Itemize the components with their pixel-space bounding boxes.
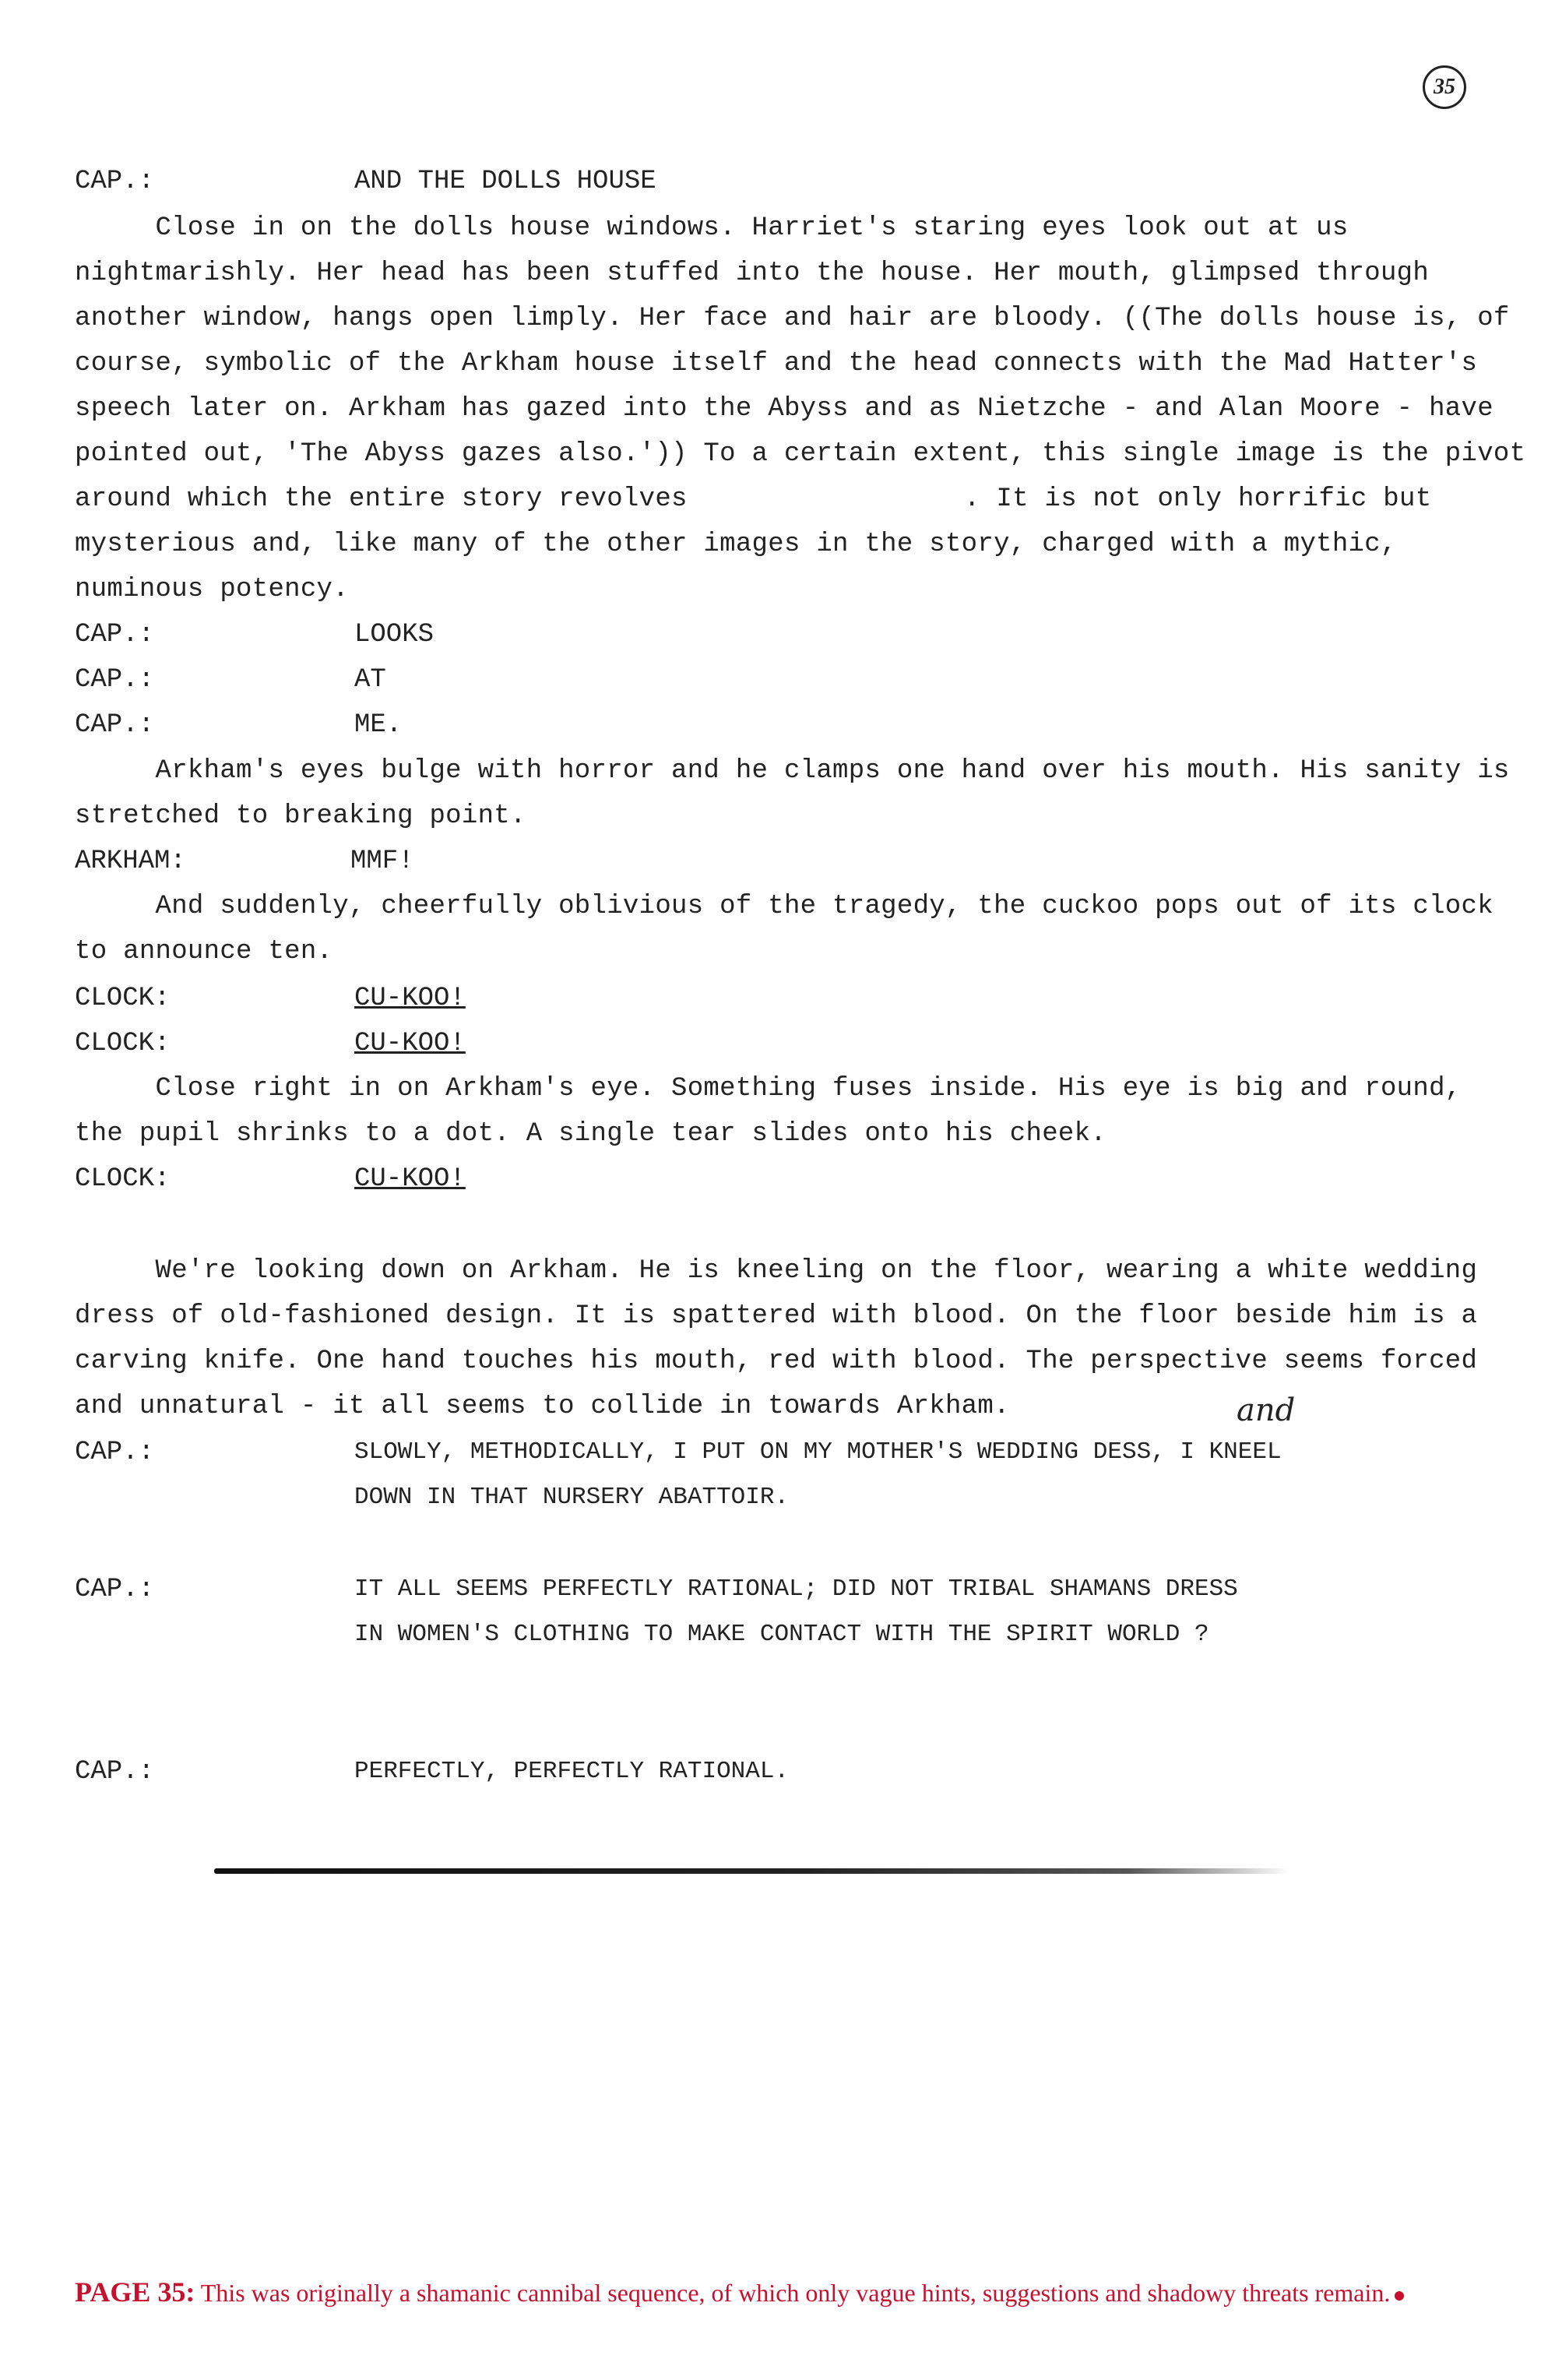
paragraph-line: Close in on the dolls house windows. Harriet's staring eyes look out at us <box>75 213 1349 243</box>
paragraph-line: the pupil shrinks to a dot. A single tear slides onto his cheek. <box>75 1119 1107 1149</box>
paragraph-line: nightmarishly. Her head has been stuffed into the house. Her mouth, glimpsed through <box>75 259 1430 288</box>
footer-note <box>75 2276 1404 2308</box>
paragraph-line: stretched to breaking point. <box>75 801 526 831</box>
cap-label: CAP.: <box>75 620 155 650</box>
cap-text: PERFECTLY, PERFECTLY RATIONAL. <box>354 1758 790 1785</box>
clock-text: CU-KOO! <box>354 1029 466 1058</box>
cap-text: ME. <box>354 710 403 740</box>
paragraph-line: another window, hangs open limply. Her face and hair are bloody. ((The dolls house is, of <box>75 304 1510 333</box>
divider-rule <box>214 1868 1289 1874</box>
clock-label: CLOCK: <box>75 1164 171 1194</box>
cap-text: AND THE DOLLS HOUSE <box>354 167 656 196</box>
cap-label: CAP.: <box>75 167 155 196</box>
handwritten-and: and <box>1237 1392 1296 1428</box>
cap-text: IT ALL SEEMS PERFECTLY RATIONAL; DID NOT TRIBAL SHAMANS DRESS <box>354 1576 1238 1603</box>
bullet-icon <box>1395 2291 1404 2301</box>
cap-label: CAP.: <box>75 1575 155 1604</box>
arkham-text: MMF! <box>350 847 414 876</box>
cap-label: CAP.: <box>75 1438 155 1467</box>
paragraph-line: . It is not only horrific but <box>964 484 1432 514</box>
page-number-circle <box>1423 65 1466 109</box>
clock-text: CU-KOO! <box>354 984 466 1013</box>
paragraph-line: pointed out, 'The Abyss gazes also.')) To a certain extent, this single image is the pivot <box>75 439 1526 469</box>
paragraph-line: dress of old-fashioned design. It is spattered with blood. On the floor beside him is a <box>75 1301 1478 1331</box>
cap-text: SLOWLY, METHODICALLY, I PUT ON MY MOTHER'S WEDDING DESS, I KNEEL <box>354 1438 1282 1466</box>
arkham-label: ARKHAM: <box>75 847 186 876</box>
cap-label: CAP.: <box>75 1757 155 1787</box>
footer-label: PAGE 35: <box>75 2276 195 2308</box>
paragraph-line: carving knife. One hand touches his mouth, red with blood. The perspective seems forced <box>75 1347 1478 1376</box>
paragraph-line: Arkham's eyes bulge with horror and he clamps one hand over his mouth. His sanity is <box>75 756 1510 786</box>
paragraph-line: Close right in on Arkham's eye. Something fuses inside. His eye is big and round, <box>75 1074 1462 1104</box>
cap-text: IN WOMEN'S CLOTHING TO MAKE CONTACT WITH THE SPIRIT WORLD ? <box>354 1621 1209 1648</box>
cap-text: DOWN IN THAT NURSERY ABATTOIR. <box>354 1484 790 1511</box>
cap-text: LOOKS <box>354 620 434 650</box>
paragraph-line: to announce ten. <box>75 937 333 966</box>
clock-label: CLOCK: <box>75 984 171 1013</box>
page-number: 35 <box>1434 75 1455 99</box>
paragraph-line: around which the entire story revolves <box>75 484 688 514</box>
paragraph-line: and unnatural - it all seems to collide in towards Arkham. <box>75 1392 1010 1421</box>
paragraph-line: numinous potency. <box>75 575 349 604</box>
paragraph-line: speech later on. Arkham has gazed into the Abyss and as Nietzche - and Alan Moore - have <box>75 394 1493 424</box>
paragraph-line: course, symbolic of the Arkham house itself and the head connects with the Mad Hatter's <box>75 349 1478 378</box>
clock-label: CLOCK: <box>75 1029 171 1058</box>
footer-text: This was originally a shamanic cannibal sequence, of which only vague hints, suggestions and shadowy threats remain. <box>195 2279 1391 2307</box>
paragraph-line: We're looking down on Arkham. He is kneeling on the floor, wearing a white wedding <box>75 1256 1478 1286</box>
clock-text: CU-KOO! <box>354 1164 466 1194</box>
cap-text: AT <box>354 665 386 695</box>
cap-label: CAP.: <box>75 665 155 695</box>
paragraph-line: And suddenly, cheerfully oblivious of the tragedy, the cuckoo pops out of its clock <box>75 892 1493 921</box>
cap-label: CAP.: <box>75 710 155 740</box>
paragraph-line: mysterious and, like many of the other images in the story, charged with a mythic, <box>75 530 1397 559</box>
